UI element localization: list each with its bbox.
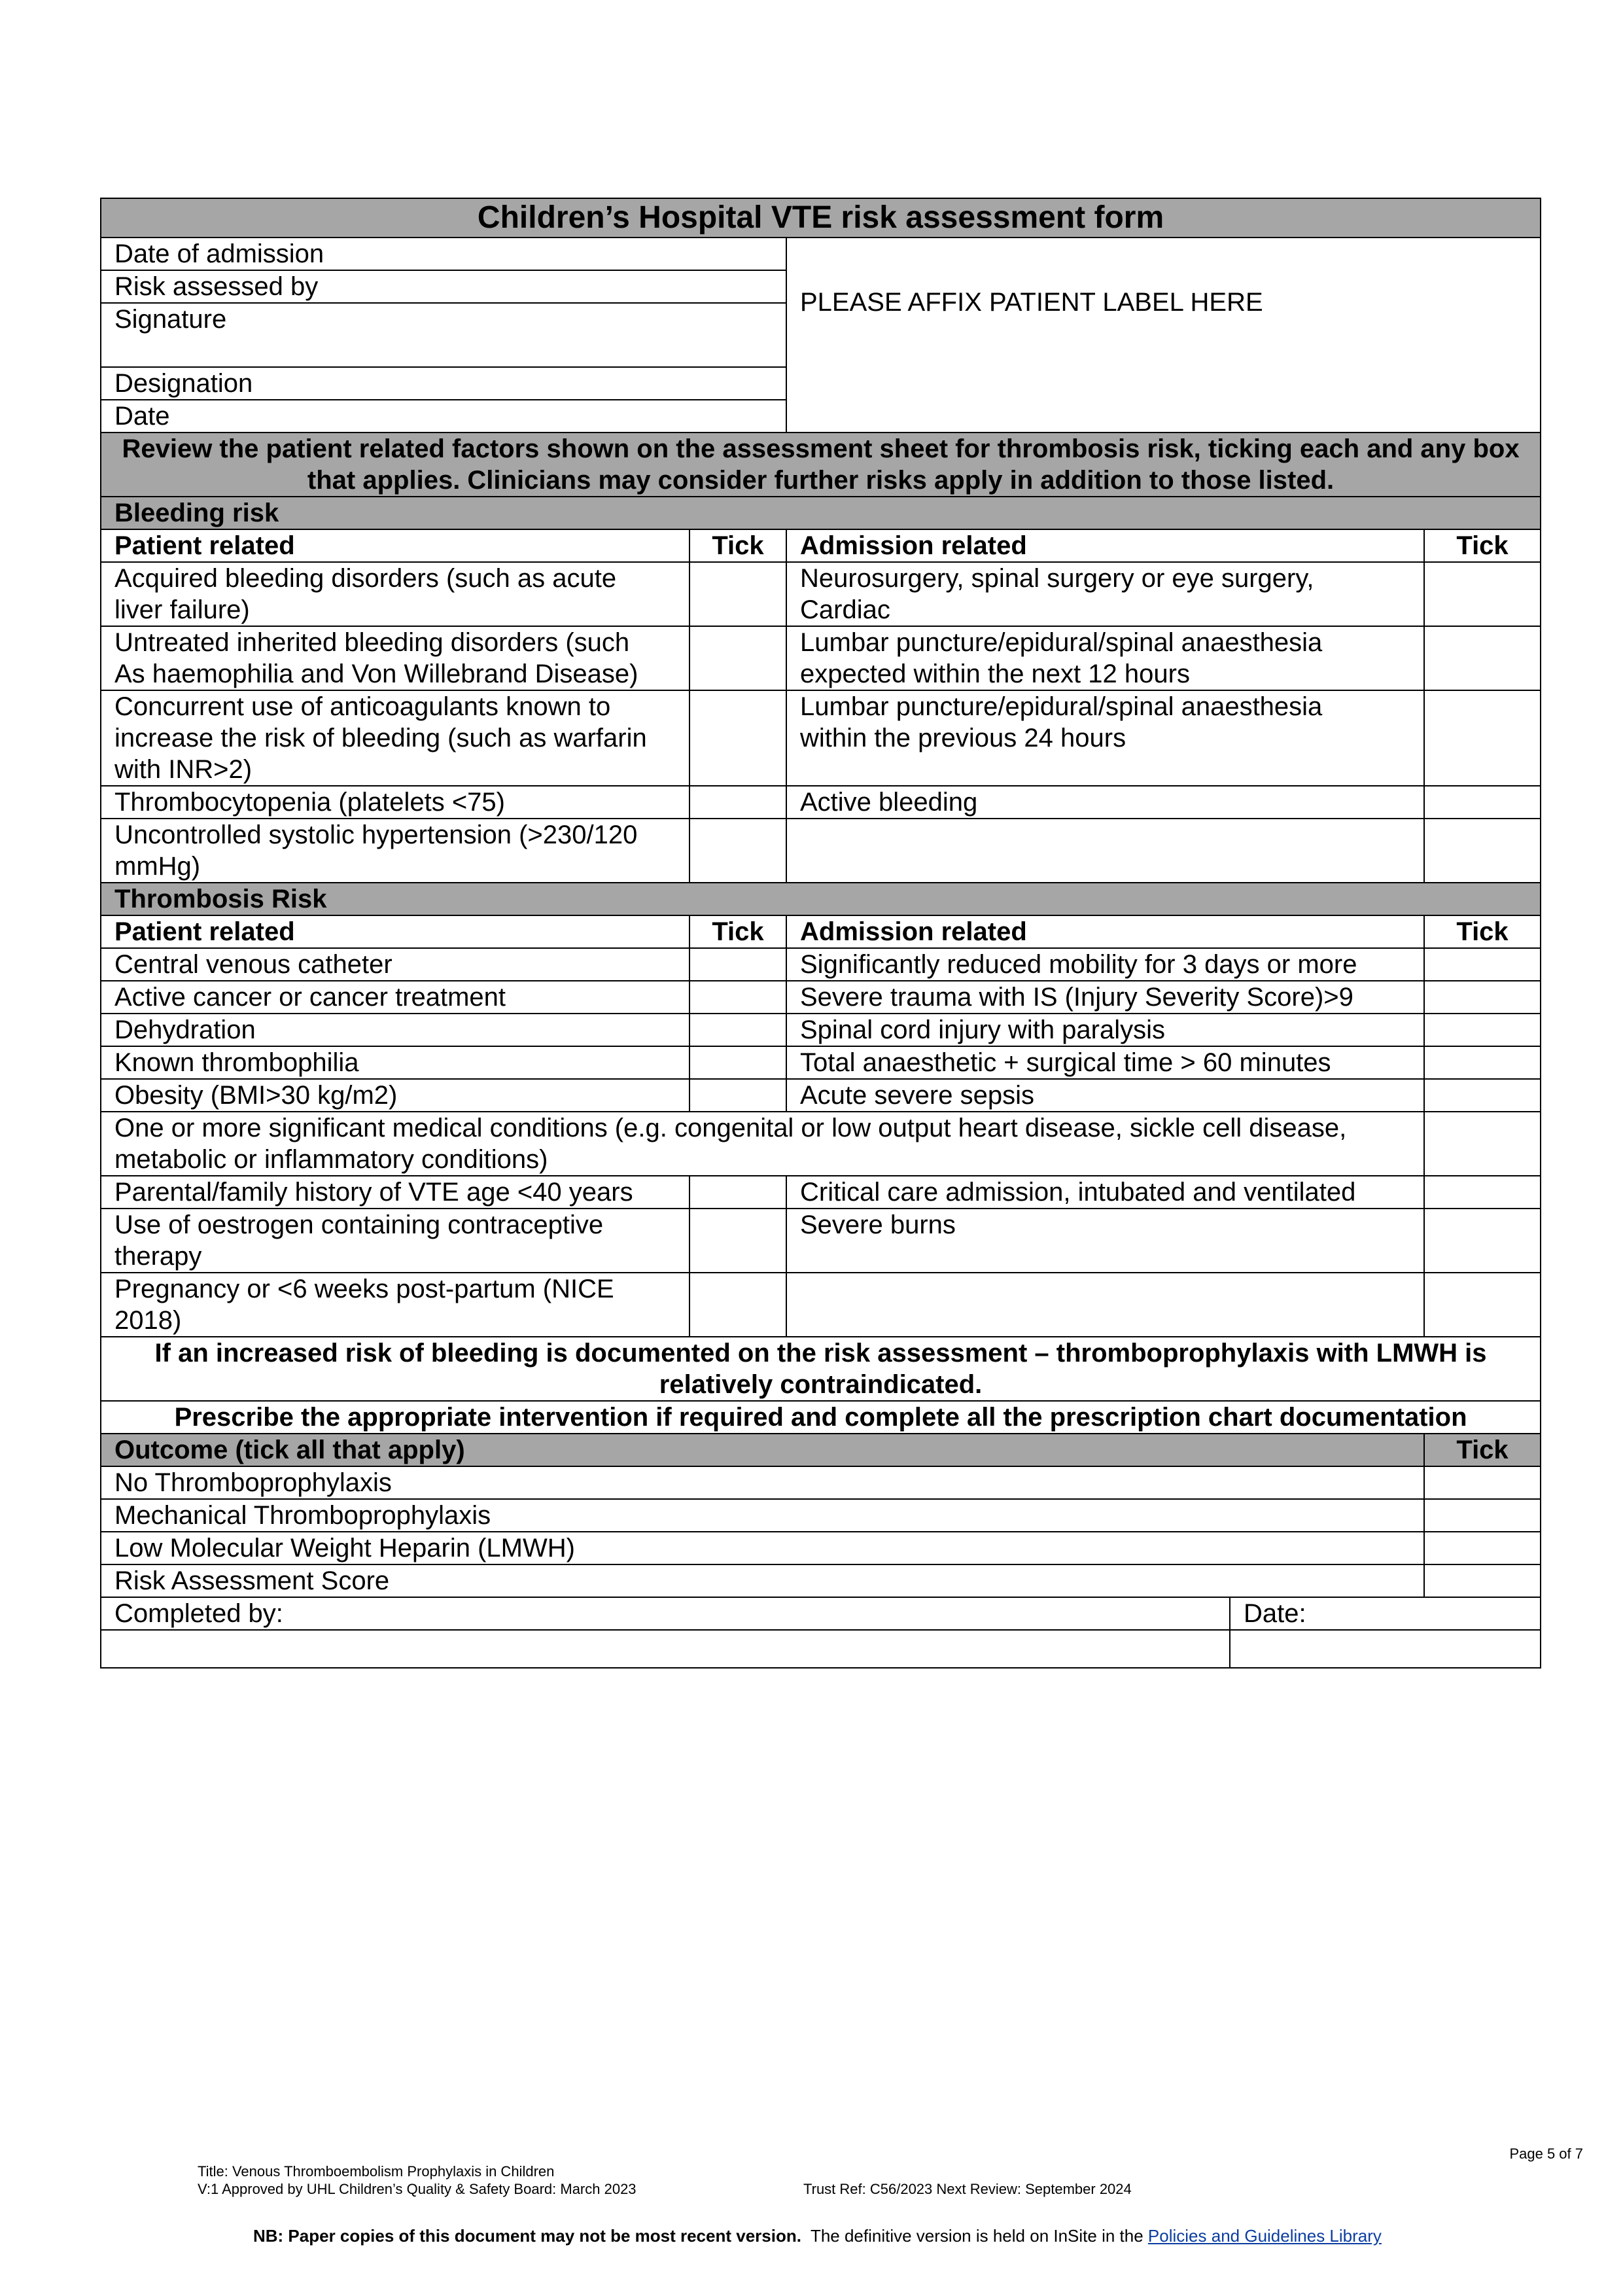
risk-score-box[interactable]	[1424, 1564, 1541, 1597]
thrombosis-patient-factor: Obesity (BMI>30 kg/m2)	[101, 1079, 689, 1112]
bleeding-admission-factor	[786, 819, 1424, 883]
tick-box[interactable]	[1424, 981, 1541, 1014]
tick-header: Tick	[1424, 915, 1541, 948]
thrombosis-admission-factor: Critical care admission, intubated and ventilated	[786, 1176, 1424, 1209]
tick-header: Tick	[1424, 529, 1541, 562]
bleeding-patient-factor: Acquired bleeding disorders (such as acute liver failure)	[101, 562, 689, 626]
bleeding-admission-factor: Lumbar puncture/epidural/spinal anaesthesia expected within the next 12 hours	[786, 626, 1424, 690]
tick-box[interactable]	[1424, 1079, 1541, 1112]
tick-box[interactable]	[1424, 1466, 1541, 1499]
bleeding-patient-factor: Concurrent use of anticoagulants known to increase the risk of bleeding (such as warfarin with INR>2)	[101, 690, 689, 786]
tick-box[interactable]	[1424, 626, 1541, 690]
tick-box[interactable]	[1424, 819, 1541, 883]
bleeding-patient-factor: Untreated inherited bleeding disorders (such As haemophilia and Von Willebrand Disease)	[101, 626, 689, 690]
thrombosis-admission-factor: Significantly reduced mobility for 3 days or more	[786, 948, 1424, 981]
thrombosis-admission-factor: Severe trauma with IS (Injury Severity Score)>9	[786, 981, 1424, 1014]
tick-box[interactable]	[689, 981, 786, 1014]
tick-box[interactable]	[1424, 1176, 1541, 1209]
tick-box[interactable]	[689, 1273, 786, 1337]
thrombosis-admission-factor: Total anaesthetic + surgical time > 60 minutes	[786, 1046, 1424, 1079]
admission-related-header: Admission related	[786, 915, 1424, 948]
thrombosis-patient-factor: Parental/family history of VTE age <40 years	[101, 1176, 689, 1209]
thrombosis-admission-factor: Acute severe sepsis	[786, 1079, 1424, 1112]
medical-conditions-factor: One or more significant medical conditions (e.g. congenital or low output heart disease, sickle cell disease, metabolic or inflammatory conditions)	[101, 1112, 1424, 1176]
tick-box[interactable]	[1424, 948, 1541, 981]
signature-field[interactable]: Signature	[101, 303, 786, 367]
risk-assessed-by-field[interactable]: Risk assessed by	[101, 270, 786, 303]
bleeding-patient-factor: Uncontrolled systolic hypertension (>230/120 mmHg)	[101, 819, 689, 883]
tick-box[interactable]	[689, 819, 786, 883]
thrombosis-patient-factor: Known thrombophilia	[101, 1046, 689, 1079]
thrombosis-patient-factor: Central venous catheter	[101, 948, 689, 981]
thrombosis-admission-factor	[786, 1273, 1424, 1337]
tick-box[interactable]	[1424, 1209, 1541, 1273]
footer-note-bold: NB: Paper copies of this document may not be most recent version.	[253, 2226, 801, 2246]
tick-box[interactable]	[1424, 690, 1541, 786]
tick-box[interactable]	[1424, 1273, 1541, 1337]
instruction-text: Review the patient related factors shown on the assessment sheet for thrombosis risk, ticking each and any box that applies. Clinicians may consider further risks apply in addition to those listed.	[101, 433, 1541, 497]
date-of-admission-field[interactable]: Date of admission	[101, 238, 786, 270]
tick-box[interactable]	[1424, 1014, 1541, 1046]
thrombosis-patient-factor: Dehydration	[101, 1014, 689, 1046]
patient-label-area	[786, 238, 1541, 433]
tick-box[interactable]	[689, 786, 786, 819]
tick-box[interactable]	[689, 1209, 786, 1273]
tick-header: Tick	[689, 529, 786, 562]
tick-box[interactable]	[689, 1014, 786, 1046]
policies-library-link[interactable]: Policies and Guidelines Library	[1147, 2226, 1382, 2246]
outcome-option: Mechanical Thromboprophylaxis	[101, 1499, 1424, 1532]
thrombosis-patient-factor: Active cancer or cancer treatment	[101, 981, 689, 1014]
date-field[interactable]: Date	[101, 400, 786, 433]
bleeding-admission-factor: Lumbar puncture/epidural/spinal anaesthesia within the previous 24 hours	[786, 690, 1424, 786]
thrombosis-admission-factor: Severe burns	[786, 1209, 1424, 1273]
lmwh-warning: If an increased risk of bleeding is documented on the risk assessment – thromboprophylaxis with LMWH is relatively contraindicated.	[101, 1337, 1541, 1401]
completed-date-field[interactable]	[1230, 1630, 1541, 1668]
thrombosis-patient-factor: Pregnancy or <6 weeks post-partum (NICE 2018)	[101, 1273, 689, 1337]
prescribe-instruction: Prescribe the appropriate intervention if required and complete all the prescription chart documentation	[101, 1401, 1541, 1434]
footer-note	[253, 2227, 1382, 2245]
tick-header: Tick	[1424, 1434, 1541, 1466]
tick-box[interactable]	[689, 690, 786, 786]
tick-box[interactable]	[689, 1176, 786, 1209]
patient-related-header: Patient related	[101, 915, 689, 948]
footer-title: Title: Venous Thromboembolism Prophylaxis in Children	[198, 2163, 555, 2180]
tick-header: Tick	[689, 915, 786, 948]
designation-field[interactable]: Designation	[101, 367, 786, 400]
patient-related-header: Patient related	[101, 529, 689, 562]
completed-by-label: Completed by:	[101, 1597, 1230, 1630]
footer-trust-ref: Trust Ref: C56/2023 Next Review: September 2024	[803, 2181, 1132, 2197]
thrombosis-patient-factor: Use of oestrogen containing contraceptive therapy	[101, 1209, 689, 1273]
tick-box[interactable]	[689, 1046, 786, 1079]
tick-box[interactable]	[689, 626, 786, 690]
footer-version: V:1 Approved by UHL Children’s Quality & Safety Board: March 2023	[198, 2181, 637, 2197]
page-number: Page 5 of 7	[1509, 2146, 1583, 2162]
outcome-option: Low Molecular Weight Heparin (LMWH)	[101, 1532, 1424, 1564]
tick-box[interactable]	[1424, 1532, 1541, 1564]
outcome-option: No Thromboprophylaxis	[101, 1466, 1424, 1499]
vte-risk-assessment-form	[100, 198, 1541, 1669]
bleeding-risk-heading: Bleeding risk	[101, 497, 1541, 529]
bleeding-admission-factor: Active bleeding	[786, 786, 1424, 819]
tick-box[interactable]	[689, 1079, 786, 1112]
thrombosis-risk-heading: Thrombosis Risk	[101, 883, 1541, 915]
tick-box[interactable]	[689, 948, 786, 981]
form-title: Children’s Hospital VTE risk assessment form	[101, 198, 1541, 238]
completed-by-field[interactable]	[101, 1630, 1230, 1668]
tick-box[interactable]	[1424, 1046, 1541, 1079]
patient-label-text: PLEASE AFFIX PATIENT LABEL HERE	[800, 288, 1263, 317]
tick-box[interactable]	[689, 562, 786, 626]
tick-box[interactable]	[1424, 562, 1541, 626]
tick-box[interactable]	[1424, 786, 1541, 819]
tick-box[interactable]	[1424, 1112, 1541, 1176]
tick-box[interactable]	[1424, 1499, 1541, 1532]
completed-date-label: Date:	[1230, 1597, 1541, 1630]
thrombosis-admission-factor: Spinal cord injury with paralysis	[786, 1014, 1424, 1046]
bleeding-admission-factor: Neurosurgery, spinal surgery or eye surgery, Cardiac	[786, 562, 1424, 626]
admission-related-header: Admission related	[786, 529, 1424, 562]
bleeding-patient-factor: Thrombocytopenia (platelets <75)	[101, 786, 689, 819]
outcome-option: Risk Assessment Score	[101, 1564, 1424, 1597]
footer-note-text: The definitive version is held on InSite in the	[801, 2226, 1148, 2246]
outcome-heading: Outcome (tick all that apply)	[101, 1434, 1424, 1466]
